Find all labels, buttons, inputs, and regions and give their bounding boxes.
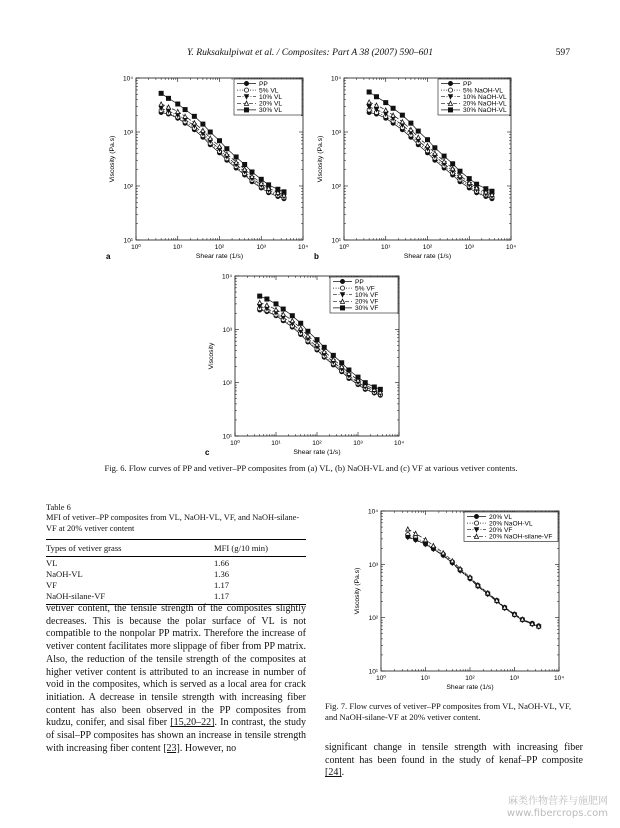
data-point — [201, 128, 205, 132]
data-point — [159, 91, 163, 95]
paragraph-text: . However, no — [179, 742, 237, 754]
data-point — [425, 143, 429, 147]
data-point — [490, 189, 494, 193]
legend-marker — [448, 108, 452, 112]
y-tick-label: 10¹ — [123, 237, 133, 245]
legend-entry: 20% VL — [259, 100, 283, 108]
legend-entry: 30% NaOH-VL — [463, 107, 507, 115]
y-tick-label: 10¹ — [368, 668, 378, 676]
series-line — [161, 108, 284, 196]
paragraph-text: vetiver content, the tensile strength of the composites slightly decreases. This is because the polar surface of VL is not compatible to the nonpolar PP matrix. Therefore the increase of vetiver content facilitates more slippage of fiber from PP matrix. Also, the reduction of the tensile strength of the composites at higher vetiver content is attributed to an increase in number of void in the composites, which is served as a local area for crack initiation. A decrease in tensile strength with increasing fiber content has also been observed in the PP composites from kudzu, conifer, and sisal fiber — [46, 603, 306, 729]
data-point — [183, 107, 187, 111]
y-tick-label: 10³ — [123, 129, 133, 137]
data-point — [433, 146, 437, 150]
legend-marker — [448, 81, 452, 85]
x-axis-label: Shear rate (1/s) — [195, 253, 244, 260]
data-point — [159, 102, 163, 106]
data-point — [391, 106, 395, 110]
citation-link[interactable]: [23] — [163, 742, 180, 754]
legend-marker — [340, 279, 344, 283]
x-tick-label: 10⁰ — [376, 675, 386, 682]
data-point — [290, 318, 294, 322]
data-point — [258, 294, 262, 298]
table-row — [46, 568, 306, 579]
data-point — [442, 154, 446, 158]
series-line — [369, 107, 492, 196]
data-point — [276, 187, 280, 191]
data-point — [259, 177, 263, 181]
data-point — [458, 169, 462, 173]
data-point — [192, 114, 196, 118]
table-row — [46, 590, 306, 604]
data-point — [322, 345, 326, 349]
data-point — [484, 187, 488, 191]
table-cell: VF — [46, 579, 57, 590]
y-tick-label: 10² — [331, 183, 341, 191]
paragraph-text: . In contrast, the study of sisal–PP composites has shown an increase in tensile strength with increasing fiber content — [46, 717, 306, 754]
series-group — [406, 535, 541, 629]
data-point — [425, 138, 429, 142]
series-line — [369, 110, 492, 197]
legend-entry: 20% VL — [489, 513, 513, 521]
x-tick-label: 10³ — [353, 440, 363, 447]
series-group — [406, 535, 541, 629]
legend-marker — [244, 81, 248, 85]
body-text-right — [325, 742, 583, 780]
watermark — [507, 796, 608, 820]
data-point — [243, 162, 247, 166]
data-point — [265, 303, 269, 307]
data-point — [176, 102, 180, 106]
x-axis-label: Shear rate (1/s) — [403, 253, 452, 260]
x-axis-label: Shear rate (1/s) — [446, 684, 494, 691]
table-cell: 1.36 — [214, 568, 230, 579]
watermark-line: www.fibercrops.com — [506, 808, 608, 819]
data-point — [441, 551, 445, 555]
page-number: 597 — [555, 47, 570, 58]
legend-entry: 20% NaOH-VL — [463, 100, 507, 108]
x-tick-label: 10¹ — [173, 244, 183, 251]
data-point — [433, 151, 437, 155]
table-cell: VL — [46, 557, 58, 568]
data-point — [250, 170, 254, 174]
data-point — [475, 182, 479, 186]
running-title: Y. Ruksakulpiwat et al. / Composites: Part A 38 (2007) 590–601 — [186, 47, 434, 58]
legend-entry: 20% NaOH-silane-VF — [489, 533, 553, 541]
data-point — [274, 302, 278, 306]
x-tick-label: 10⁴ — [553, 675, 565, 682]
data-point — [166, 105, 170, 109]
data-point — [423, 538, 427, 542]
data-point — [267, 183, 271, 187]
data-point — [265, 297, 269, 301]
data-point — [282, 190, 286, 194]
figure-7-chart — [355, 503, 580, 699]
x-tick-label: 10⁰ — [339, 244, 349, 251]
y-tick-label: 10¹ — [331, 237, 341, 245]
series-line — [408, 537, 539, 627]
data-point — [176, 109, 180, 113]
x-tick-label: 10² — [214, 244, 225, 251]
data-point — [416, 135, 420, 139]
legend-marker — [448, 88, 452, 92]
legend-marker — [474, 514, 478, 518]
y-tick-label: 10⁴ — [367, 508, 378, 516]
table-cell: 1.66 — [214, 557, 230, 568]
data-point — [299, 326, 303, 330]
y-tick-label: 10³ — [368, 561, 378, 569]
legend-entry: 20% VF — [355, 298, 379, 306]
data-point — [201, 122, 205, 126]
x-tick-label: 10¹ — [381, 244, 391, 251]
figure-6-caption: Fig. 6. Flow curves of PP and vetiver–PP composites from (a) VL, (b) NaOH-VL and (c) VF at various vetiver contents. — [104, 463, 518, 473]
paragraph-text: significant change in tensile strength with increasing fiber content has been found in the study of kenaf–PP composite — [325, 742, 583, 766]
legend-entry: 20% VF — [489, 527, 513, 534]
x-tick-label: 10¹ — [271, 440, 281, 447]
data-point — [340, 361, 344, 365]
data-point — [451, 162, 455, 166]
table-header-cell: MFI (g/10 min) — [214, 540, 306, 557]
legend-entry: 10% NaOH-VL — [463, 94, 507, 101]
table-row — [46, 557, 306, 569]
data-point — [468, 575, 472, 579]
series-line — [408, 535, 539, 626]
series-line — [408, 537, 539, 627]
data-point — [467, 177, 471, 181]
data-point — [416, 129, 420, 133]
mfi-table — [46, 539, 306, 605]
y-tick-label: 10² — [123, 183, 133, 191]
legend-marker — [244, 108, 248, 112]
data-point — [450, 559, 454, 563]
y-axis-label: Viscosity (Pa.s) — [354, 567, 361, 615]
figure-6b-chart — [316, 70, 516, 266]
data-point — [290, 314, 294, 318]
figure-6c-chart — [205, 268, 415, 464]
data-point — [281, 312, 285, 316]
data-point — [391, 113, 395, 117]
table-cell: 1.17 — [214, 590, 306, 604]
data-point — [406, 527, 410, 531]
data-point — [208, 136, 212, 140]
figure-6a-chart — [108, 70, 308, 266]
x-axis-label: Shear rate (1/s) — [293, 449, 341, 456]
data-point — [217, 144, 221, 148]
data-point — [315, 338, 319, 342]
data-point — [347, 368, 351, 372]
legend-entry: 30% VF — [355, 305, 379, 313]
legend-entry: 5% VF — [355, 285, 375, 293]
x-tick-label: 10² — [422, 244, 433, 251]
legend-entry: 20% NaOH-VL — [489, 520, 533, 528]
series-group — [406, 527, 541, 628]
data-point — [281, 307, 285, 311]
y-tick-label: 10² — [222, 380, 232, 388]
legend-entry: 10% VF — [355, 292, 379, 299]
figure-7-caption: Fig. 7. Flow curves of vetiver–PP composites from VL, NaOH-VL, VF, and NaOH-silane-VF at 20% vetiver content. — [325, 701, 572, 722]
legend-marker — [340, 306, 344, 310]
x-tick-label: 10⁰ — [131, 244, 141, 251]
table-header-row — [46, 540, 306, 557]
table-label: Table 6 — [46, 503, 71, 512]
x-tick-label: 10⁰ — [230, 440, 240, 447]
x-tick-label: 10³ — [256, 244, 266, 251]
panel-label: a — [106, 252, 111, 261]
data-point — [442, 159, 446, 163]
x-tick-label: 10² — [312, 440, 322, 447]
data-point — [378, 387, 382, 391]
data-point — [356, 375, 360, 379]
y-tick-label: 10⁴ — [221, 273, 232, 281]
legend — [330, 277, 398, 313]
data-point — [409, 121, 413, 125]
panel-label: b — [314, 252, 319, 261]
body-text-left — [46, 603, 306, 755]
table-6 — [46, 503, 306, 605]
series-group — [406, 533, 541, 628]
panel-label: c — [205, 448, 210, 457]
data-point — [374, 95, 378, 99]
watermark-line: 麻类作物营养与施肥网 — [508, 796, 608, 807]
table-caption: MFI of vetiver–PP composites from VL, NaOH-VL, VF, and NaOH-silane-VF at 20% vetiver content — [46, 513, 300, 533]
data-point — [274, 307, 278, 311]
data-point — [258, 300, 262, 304]
table-cell: NaOH-silane-VF — [46, 590, 214, 604]
x-tick-label: 10⁴ — [505, 244, 517, 251]
data-point — [183, 114, 187, 118]
data-point — [384, 108, 388, 112]
legend-entry: 5% NaOH-VL — [463, 87, 503, 95]
legend-entry: PP — [463, 80, 472, 88]
data-point — [406, 535, 410, 539]
legend-entry: 5% VL — [259, 87, 279, 95]
data-point — [208, 130, 212, 134]
x-tick-label: 10⁴ — [393, 440, 405, 447]
data-point — [166, 96, 170, 100]
legend-entry: PP — [355, 278, 364, 286]
y-tick-label: 10³ — [331, 129, 341, 137]
legend-entry: 10% VL — [259, 94, 283, 101]
x-tick-label: 10³ — [509, 675, 520, 682]
x-tick-label: 10⁴ — [297, 244, 309, 251]
data-point — [367, 100, 371, 104]
data-point — [414, 531, 418, 535]
legend-marker — [340, 286, 344, 290]
y-axis-label: Viscosity (Pa.s) — [109, 135, 116, 183]
series-line — [260, 309, 381, 395]
y-tick-label: 10⁴ — [122, 75, 133, 83]
y-tick-label: 10³ — [222, 326, 232, 334]
citation-link[interactable]: [24] — [325, 767, 342, 779]
table-row — [46, 579, 306, 590]
x-tick-label: 10¹ — [420, 675, 431, 682]
table-cell: 1.17 — [214, 579, 230, 590]
table-header-cell: Types of vetiver grass — [46, 540, 214, 557]
data-point — [299, 321, 303, 325]
legend-marker — [244, 88, 248, 92]
data-point — [431, 543, 435, 547]
data-point — [225, 147, 229, 151]
legend — [464, 512, 558, 541]
data-point — [331, 353, 335, 357]
legend-entry: PP — [259, 80, 268, 88]
data-point — [374, 103, 378, 107]
y-tick-label: 10² — [368, 615, 378, 623]
data-point — [384, 101, 388, 105]
series-line — [260, 310, 381, 395]
data-point — [367, 90, 371, 94]
citation-link[interactable]: [15,20–22] — [170, 717, 215, 729]
table-cell: NaOH-VL — [46, 568, 83, 579]
legend — [438, 79, 510, 115]
y-tick-label: 10¹ — [222, 433, 232, 441]
data-point — [400, 113, 404, 117]
x-tick-label: 10³ — [464, 244, 474, 251]
y-tick-label: 10⁴ — [330, 75, 341, 83]
data-point — [234, 155, 238, 159]
legend-marker — [474, 521, 478, 525]
legend — [234, 79, 302, 115]
x-tick-label: 10² — [465, 675, 475, 682]
data-point — [372, 385, 376, 389]
y-axis-label: Viscosity (Pa.s) — [317, 135, 324, 183]
series-line — [161, 111, 284, 198]
data-point — [306, 329, 310, 333]
y-axis-label: Viscosity — [208, 342, 215, 370]
paragraph-text: . — [341, 767, 345, 779]
legend-entry: 30% VL — [259, 107, 283, 115]
data-point — [217, 139, 221, 143]
data-point — [363, 381, 367, 385]
